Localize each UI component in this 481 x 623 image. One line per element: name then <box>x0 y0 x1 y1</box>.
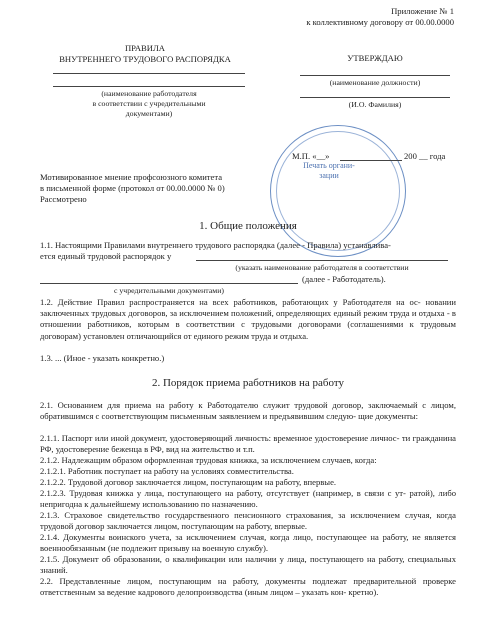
employer-alias: (далее - Работодатель). <box>302 274 386 284</box>
charter-documents-caption: с учредительными документами) <box>114 286 224 295</box>
paragraph-2-1-2-2: 2.1.2.2. Трудовой договор заключается лицом, поступающим на работу, впервые. <box>40 477 337 487</box>
position-caption: (наименование должности) <box>329 78 421 87</box>
employer-fill-caption: (указать наименование работодателя в соответствии <box>235 263 409 272</box>
appendix-line-2: к коллективному договору от 00.00.0000 <box>306 17 454 27</box>
paragraph-2-1-5: 2.1.5. Документ об образовании, о квалификации или наличии у лица, поступающего на работу, специальных знаний. <box>40 554 456 576</box>
union-opinion-line-1: Мотивированное мнение профсоюзного комитета <box>40 172 223 182</box>
employer-fill-line-1 <box>196 260 448 261</box>
paragraph-1-2: 1.2. Действие Правил распространяется на всех работников, работающих у Работодателя на ос- новании заключенных трудовых договоров, за исключением положений, определяющих единый режим труда и отдыха - в отношении работников, которым в соответствии с трудовыми договорами (соглашениями к трудовым договорам) установлен отличающийся от единого режим труда и отдыха. <box>40 297 456 341</box>
reviewed-label: Рассмотрено <box>40 194 87 204</box>
paragraph-2-1-2-3: 2.1.2.3. Трудовая книжка у лица, поступающего на работу, отсутствует (например, в связи с ут- ратой), либо непригодна к дальнейшему использованию по назначению. <box>40 488 456 510</box>
name-caption: (И.О. Фамилия) <box>348 100 402 109</box>
appendix-line-1: Приложение № 1 <box>391 6 454 16</box>
stamp-text-line-2: зации <box>319 171 339 180</box>
employer-name-line-1 <box>53 73 245 74</box>
rules-title-line-1: ПРАВИЛА <box>124 43 166 53</box>
paragraph-2-1-2-1: 2.1.2.1. Работник поступает на работу на условиях совместительства. <box>40 466 294 476</box>
section-2-heading: 2. Порядок приема работников на работу <box>151 377 345 389</box>
stamp-circle-inner <box>276 131 400 251</box>
paragraph-1-3: 1.3. ... (Иное - указать конкретно.) <box>40 353 165 363</box>
paragraph-2-1-4: 2.1.4. Документы воинского учета, за исключением случая, когда лицо, поступающее на работу, не является военнообязанным (не подлежит призыву на военную службу). <box>40 532 456 554</box>
stamp-text <box>296 161 362 181</box>
paragraph-1-1-line-1: 1.1. Настоящими Правилами внутреннего трудового распорядка (далее - Правила) устанавлива- <box>40 240 391 250</box>
paragraph-2-1: 2.1. Основанием для приема на работу к Работодателю служит трудовой договор, заключаемый с лицом, обратившимся с соответствующим письменным заявлением и предъявившим следую- щие документы: <box>40 400 456 422</box>
stamp-date-right: 200 __ года <box>404 151 446 161</box>
position-line <box>300 75 450 76</box>
paragraph-2-1-3: 2.1.3. Страховое свидетельство государственного пенсионного страхования, за исключением случая, когда трудовой договор заключается лицом, поступающим на работу, впервые. <box>40 510 456 532</box>
employer-name-line-2 <box>53 86 245 87</box>
employer-caption-line-1: (наименование работодателя <box>101 89 197 98</box>
paragraph-2-2: 2.2. Представленные лицом, поступающим на работу, документы подлежат предварительной проверке ответственным за ведение кадрового делопроизводства (иным лицом – указать кон- кретно). <box>40 576 456 598</box>
employer-fill-line-2 <box>40 283 298 284</box>
employer-caption-line-2: в соответствии с учредительными <box>92 99 206 108</box>
section-1-heading: 1. Общие положения <box>199 220 297 232</box>
stamp-date-left: М.П. «__» <box>292 151 330 161</box>
paragraph-2-1-1: 2.1.1. Паспорт или иной документ, удостоверяющий личность: временное удостоверение личнос- ти гражданина РФ, удостоверение беженца в РФ, вид на жительство и т.п. <box>40 433 456 455</box>
paragraph-1-1-line-2: ется единый трудовой распорядок у <box>40 251 172 261</box>
stamp-text-line-1: Печать органи- <box>303 161 355 170</box>
paragraph-2-1-2: 2.1.2. Надлежащим образом оформленная трудовая книжка, за исключением случаев, когда: <box>40 455 377 465</box>
name-line <box>300 97 450 98</box>
employer-caption-line-3: документами) <box>125 109 173 118</box>
approve-label: УТВЕРЖДАЮ <box>347 53 403 63</box>
rules-title-line-2: ВНУТРЕННЕГО ТРУДОВОГО РАСПОРЯДКА <box>59 54 231 64</box>
union-opinion-line-2: в письменной форме (протокол от 00.00.0000 № 0) <box>40 183 225 193</box>
